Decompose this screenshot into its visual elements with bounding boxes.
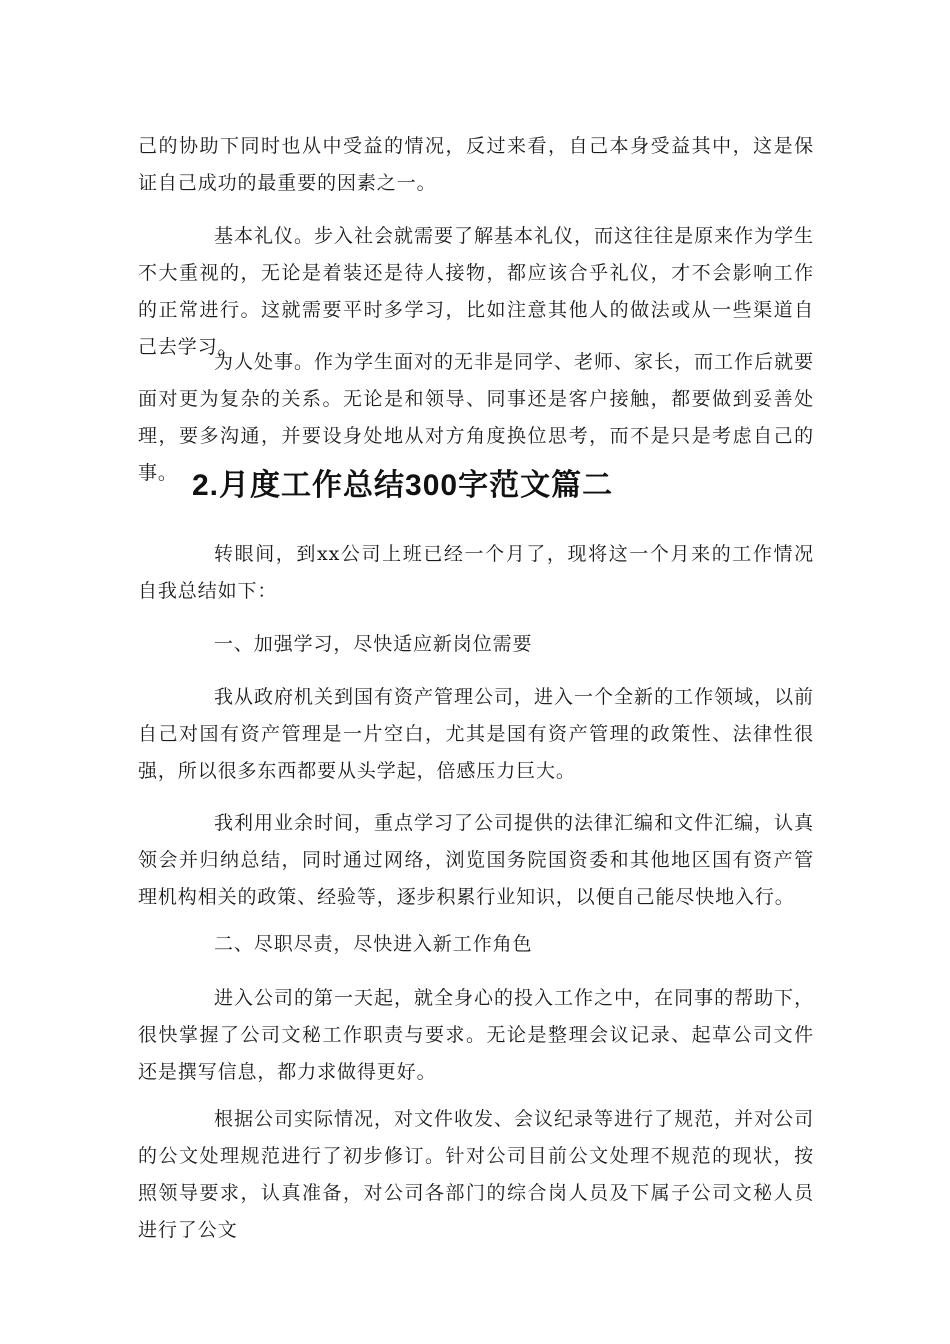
subheading-learning: 一、加强学习，尽快适应新岗位需要 <box>214 633 533 655</box>
paragraph-intro: 转眼间，到xx公司上班已经一个月了，现将这一个月来的工作情况自我总结如下： <box>138 543 814 602</box>
subheading-duty: 二、尽职尽责，尽快进入新工作角色 <box>214 933 533 955</box>
paragraph-standardization: 根据公司实际情况，对文件收发、会议纪录等进行了规范，并对公司的公文处理规范进行了初步修订。针对公司目前公文处理不规范的现状，按照领导要求，认真准备，对公司各部门的综合岗人员及下属子公司文秘人员进行了公文 <box>138 1108 814 1241</box>
paragraph-interpersonal: 为人处事。作为学生面对的无非是同学、老师、家长，而工作后就要面对更为复杂的关系。无论是和领导、同事还是客户接触，都要做到妥善处理，要多沟通，并要设身处地从对方角度换位思考，而不是只是考虑自己的事。 <box>138 351 814 484</box>
section-heading: 2.月度工作总结300字范文篇二 <box>192 469 614 502</box>
paragraph-study: 我利用业余时间，重点学习了公司提供的法律汇编和文件汇编，认真领会并归纳总结，同时通过网络，浏览国务院国资委和其他地区国有资产管理机构相关的政策、经验等，逐步积累行业知识，以便自己能尽快地入行。 <box>138 812 814 908</box>
paragraph-first-day: 进入公司的第一天起，就全身心的投入工作之中，在同事的帮助下，很快掌握了公司文秘工作职责与要求。无论是整理会议记录、起草公司文件还是撰写信息，都力求做得更好。 <box>138 987 814 1083</box>
paragraph-continuation: 己的协助下同时也从中受益的情况，反过来看，自己本身受益其中，这是保证自己成功的最重要的因素之一。 <box>138 135 814 194</box>
paragraph-new-field: 我从政府机关到国有资产管理公司，进入一个全新的工作领域，以前自己对国有资产管理是一片空白，尤其是国有资产管理的政策性、法律性很强，所以很多东西都要从头学起，倍感压力巨大。 <box>138 686 814 782</box>
paragraph-basic-etiquette: 基本礼仪。步入社会就需要了解基本礼仪，而这往往是原来作为学生不大重视的，无论是着装还是待人接物，都应该合乎礼仪，才不会影响工作的正常进行。这就需要平时多学习，比如注意其他人的做法或从一些渠道自己去学习。 <box>138 225 814 358</box>
